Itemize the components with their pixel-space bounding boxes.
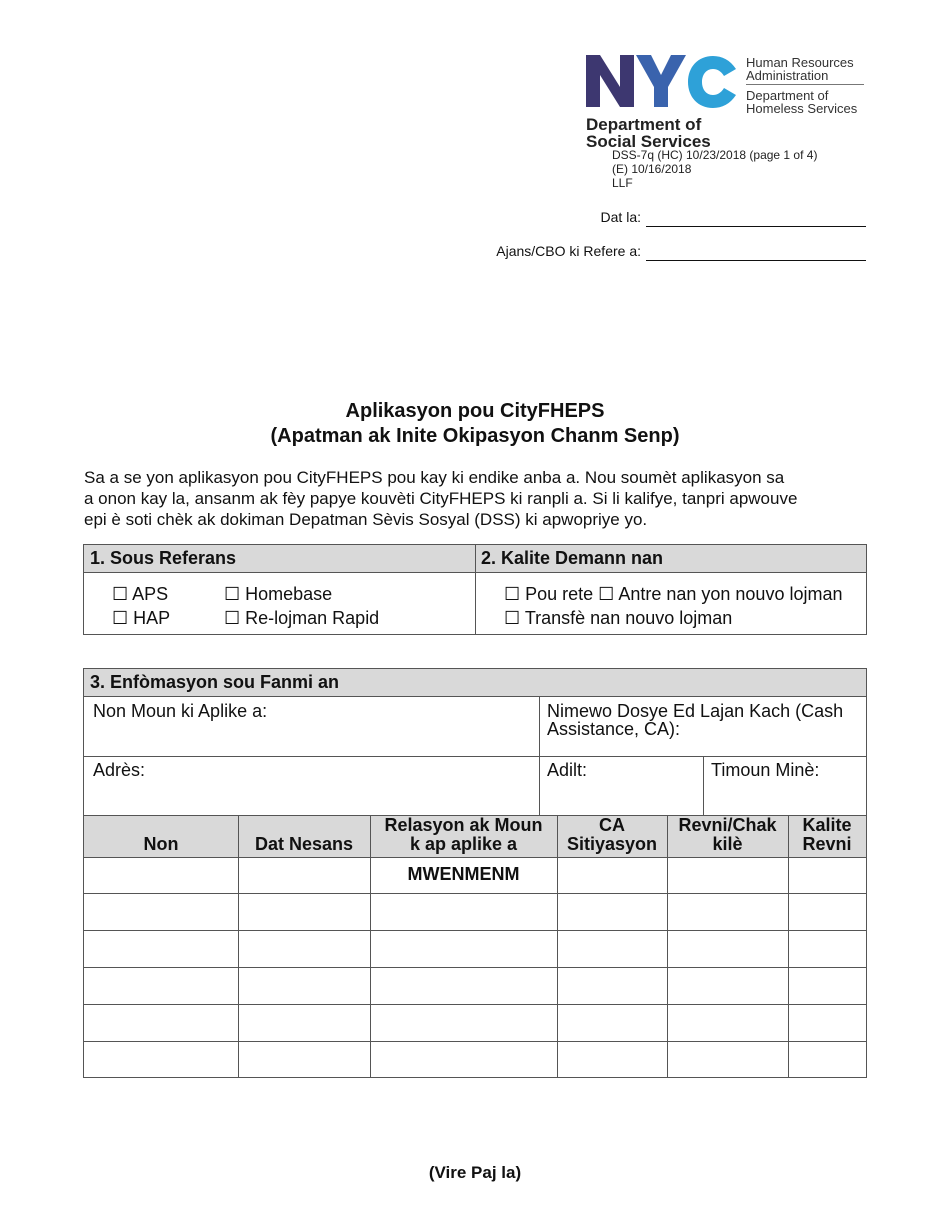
member-row-line-2 (84, 930, 866, 931)
intro-line-1: Sa a se yon aplikasyon pou CityFHEPS pou kay ki endike anba a. Nou soumèt aplikasyon sa (84, 468, 785, 487)
checkbox-stay-move[interactable]: ☐ Pou rete ☐ Antre nan yon nouvo lojman (504, 584, 843, 604)
checkbox-hap[interactable]: ☐ HAP (112, 608, 171, 628)
member-row-line-5 (84, 1041, 866, 1042)
agency-divider (746, 84, 864, 85)
section3-heading: 3. Enfòmasyon sou Fanmi an (84, 669, 866, 697)
agency-hra-line1: Human Resources (746, 55, 854, 70)
adults-label: Adilt: (547, 760, 588, 780)
referral-request-table (83, 544, 867, 635)
agency-dhs-line2: Homeless Services (746, 101, 858, 116)
agency-label: Ajans/CBO ki Refere a: (496, 243, 641, 259)
agency-hra-line2: Administration (746, 68, 829, 83)
grid-col-line-2 (370, 815, 371, 1077)
form-id-line1: DSS-7q (HC) 10/23/2018 (page 1 of 4) (612, 148, 818, 162)
form-id-line3: LLF (612, 176, 633, 190)
member-row-line-1 (84, 893, 866, 894)
header-bottom-line (84, 857, 866, 858)
case-number-label-line2: Assistance, CA): (547, 719, 681, 739)
page-subtitle: (Apatman ak Inite Okipasyon Chanm Senp) (270, 425, 680, 447)
section1-heading: 1. Sous Referans (84, 545, 475, 573)
col-head-dob: Dat Nesans (254, 834, 354, 854)
col-head-ca-status: CA Sitiyasyon (566, 815, 658, 854)
grid-col-line-1 (238, 815, 239, 1077)
case-number-label-line1: Nimewo Dosye Ed Lajan Kach (Cash (547, 701, 844, 721)
member-row-line-3 (84, 967, 866, 968)
divider-adults-minors (703, 756, 704, 815)
intro-line-2: a onon kay la, ansanm ak fèy papye kouvèti CityFHEPS ki ranpli a. Si li kalifye, tanpri apwouve (84, 489, 798, 508)
col-head-income-type: Kalite Revni (802, 815, 852, 854)
self-relationship-cell: MWENMENM (407, 864, 520, 884)
col-head-income-frequency: Revni/Chak kilè (678, 815, 777, 854)
checkbox-homebase[interactable]: ☐ Homebase (224, 584, 333, 604)
minors-label: Timoun Minè: (711, 760, 820, 780)
col-head-name: Non (143, 834, 179, 854)
agency-field[interactable] (646, 260, 866, 261)
grid-col-line-4 (667, 815, 668, 1077)
grid-col-line-3 (557, 815, 558, 1077)
date-field[interactable] (646, 226, 866, 227)
department-name-line1: Department of (586, 115, 702, 134)
row-divider-1 (84, 756, 866, 757)
department-name-line2: Social Services (586, 132, 711, 151)
address-label: Adrès: (93, 760, 146, 780)
checkbox-transfer[interactable]: ☐ Transfè nan nouvo lojman (504, 608, 733, 628)
nyc-dss-logo (586, 55, 866, 150)
form-id-line2: (E) 10/16/2018 (612, 162, 692, 176)
page-title: Aplikasyon pou CityFHEPS (345, 400, 605, 422)
col-head-relationship: Relasyon ak Moun k ap aplike a (384, 815, 543, 854)
household-info-table (83, 668, 867, 1078)
intro-line-3: epi è soti chèk ak dokiman Depatman Sèvis Sosyal (DSS) ki apwopriye yo. (84, 510, 648, 529)
turn-page-note: (Vire Paj la) (428, 1163, 522, 1182)
nyc-logo-icon (586, 55, 741, 110)
section2-heading: 2. Kalite Demann nan (475, 545, 866, 573)
grid-col-line-5 (788, 815, 789, 1077)
date-label: Dat la: (600, 209, 641, 225)
section-divider (475, 545, 476, 634)
checkbox-rapid-rehousing[interactable]: ☐ Re-lojman Rapid (224, 608, 380, 628)
applicant-name-label: Non Moun ki Aplike a: (93, 701, 268, 721)
agency-dhs-line1: Department of (746, 88, 829, 103)
checkbox-aps[interactable]: ☐ APS (112, 584, 169, 604)
member-row-line-4 (84, 1004, 866, 1005)
